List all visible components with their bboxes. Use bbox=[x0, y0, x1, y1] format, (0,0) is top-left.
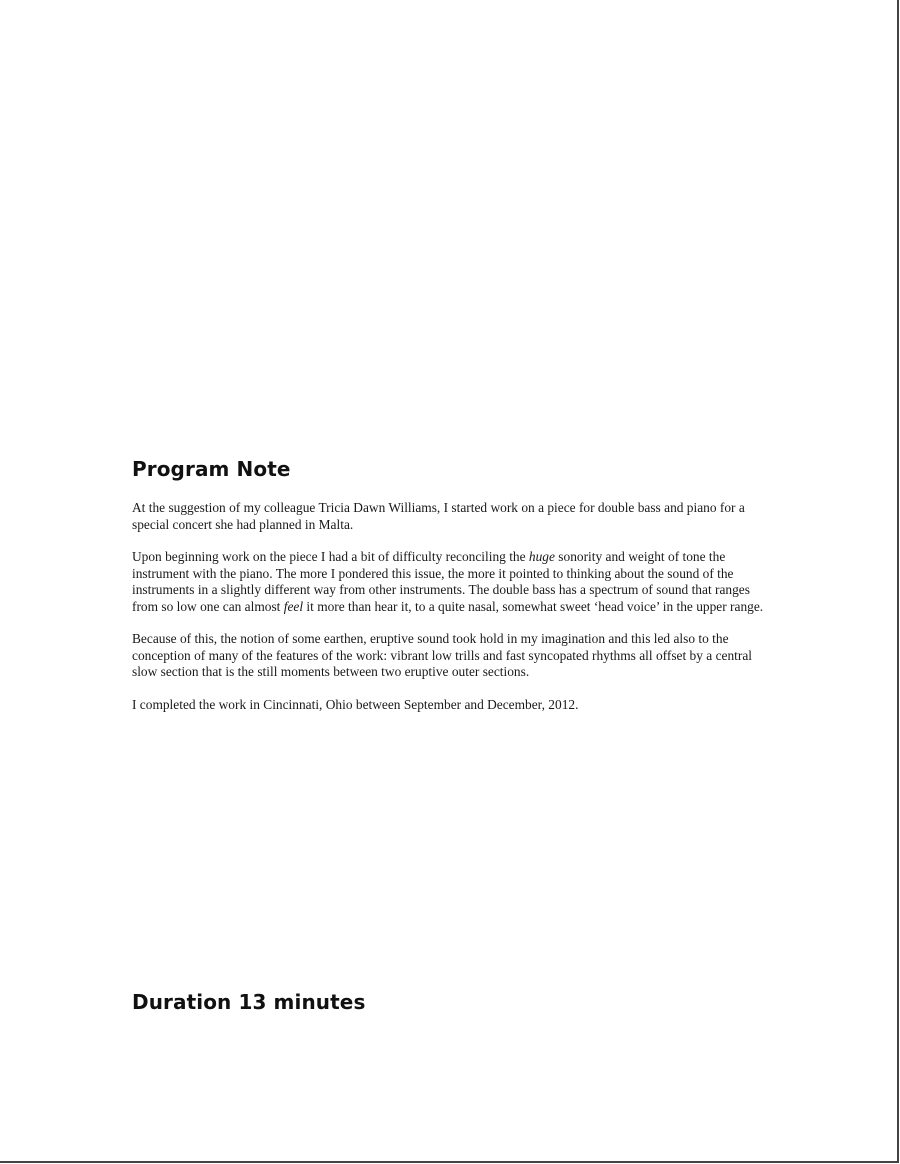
paragraph-1-text: At the suggestion of my colleague Tricia Dawn Williams, I started work on a piece for double bass and piano for a special concert she had planned in Malta. bbox=[132, 500, 745, 532]
paragraph-2-text-c: it more than hear it, to a quite nasal, somewhat sweet ‘head voice’ in the upper range. bbox=[303, 598, 764, 614]
paragraph-3 bbox=[132, 631, 768, 681]
emphasis-feel: feel bbox=[283, 598, 304, 614]
paragraph-2-text-b: sonority and weight of tone the instrument with the piano. The more I pondered this issue, the more it pointed to thinking about the sound of the instruments in a slightly different way from other instruments. The double bass has a spectrum of sound that ranges from so low one can almost bbox=[132, 549, 750, 614]
duration-heading: Duration 13 minutes bbox=[132, 990, 366, 1014]
paragraph-3-text: Because of this, the notion of some earthen, eruptive sound took hold in my imagination and this led also to the conception of many of the features of the work: vibrant low trills and fast syncopated rhythms all offset by a central slow section that is the still moments between two eruptive outer sections. bbox=[132, 631, 753, 679]
emphasis-huge: huge bbox=[528, 549, 555, 564]
paragraph-2 bbox=[132, 549, 768, 615]
program-note-body bbox=[132, 500, 768, 729]
program-note-heading: Program Note bbox=[132, 457, 291, 481]
paragraph-1 bbox=[132, 500, 768, 533]
paragraph-2-text-a: Upon beginning work on the piece I had a bit of difficulty reconciling the bbox=[132, 549, 529, 564]
paragraph-4-text: I completed the work in Cincinnati, Ohio between September and December, 2012. bbox=[132, 696, 579, 712]
paragraph-4 bbox=[132, 697, 768, 714]
